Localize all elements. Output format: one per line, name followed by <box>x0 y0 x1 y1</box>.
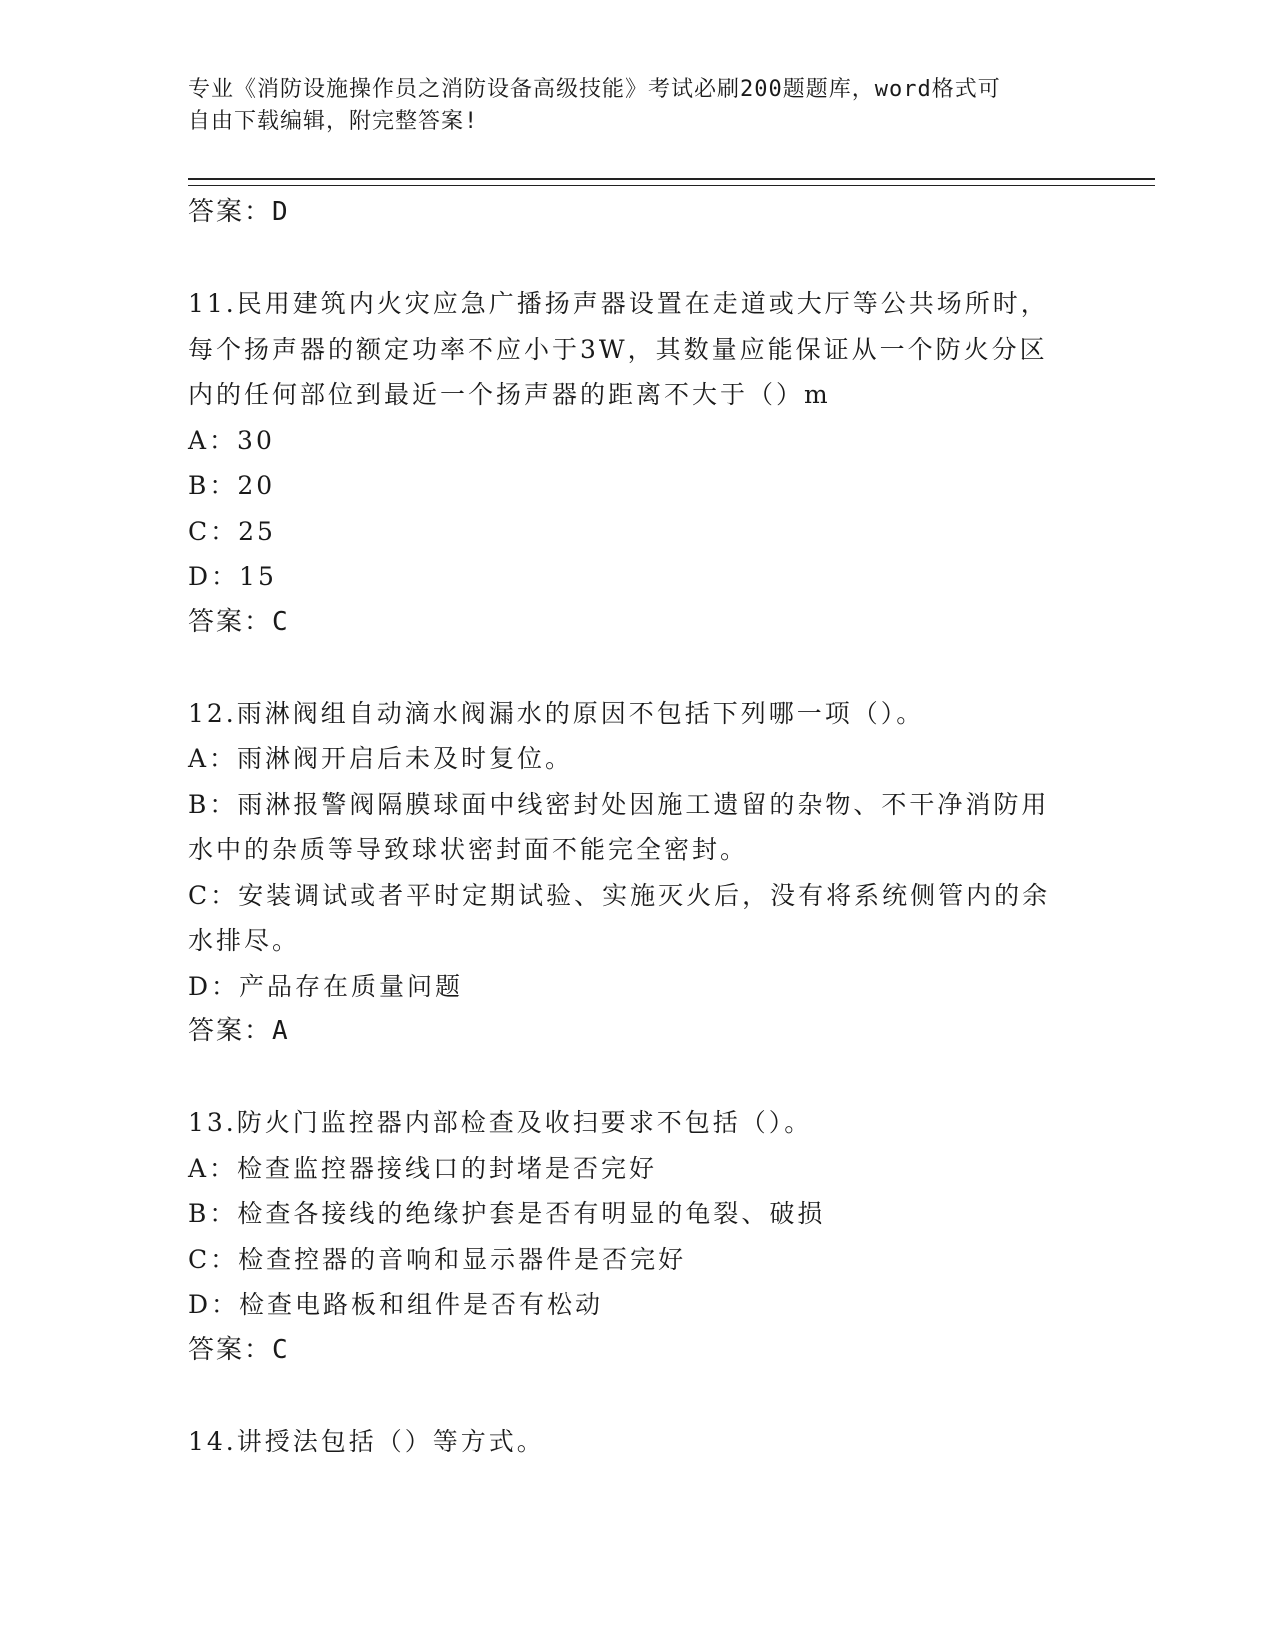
question-spacer <box>188 1373 1088 1419</box>
option-line: C：检查控器的音响和显示器件是否完好 <box>188 1244 687 1274</box>
option-line: B：检查各接线的绝缘护套是否有明显的龟裂、破损 <box>188 1199 826 1228</box>
option-line: A：检查监控器接线口的封堵是否完好 <box>188 1153 658 1183</box>
answer-prefix: 答案： <box>188 606 273 637</box>
answer-option <box>188 554 1088 600</box>
answer-option <box>188 463 1088 509</box>
option-line: B：20 <box>188 471 276 500</box>
question-stem-line: 13.防火门监控器内部检查及收扫要求不包括（）。 <box>188 1108 813 1137</box>
question-block <box>188 691 1088 1055</box>
previous-answer <box>188 190 1088 236</box>
answer-value: C <box>272 1334 290 1365</box>
answer-option <box>188 1146 1088 1192</box>
option-line: A：雨淋阀开启后未及时复位。 <box>188 744 574 773</box>
question-block <box>188 1419 1088 1465</box>
header-line-2: 自由下载编辑，附完整答案! <box>188 109 479 134</box>
question-answer <box>188 600 1088 646</box>
question-list <box>188 190 1088 1464</box>
answer-prefix: 答案： <box>188 1016 273 1046</box>
question-answer <box>188 1009 1088 1055</box>
question-stem-line: 14.讲授法包括（）等方式。 <box>188 1426 545 1456</box>
question-spacer <box>188 1055 1088 1101</box>
option-line: 水排尽。 <box>188 926 301 955</box>
option-line: 水中的杂质等导致球状密封面不能完全密封。 <box>188 835 749 864</box>
question-stem-line: 11.民用建筑内火灾应急广播扬声器设置在走道或大厅等公共场所时， <box>188 289 1049 318</box>
option-line: C：安装调试或者平时定期试验、实施灭火后，没有将系统侧管内的余 <box>188 880 1051 910</box>
answer-option <box>188 1191 1088 1237</box>
question-spacer <box>188 645 1088 691</box>
answer-option <box>188 1282 1088 1328</box>
answer-option <box>188 418 1088 464</box>
answer-prefix: 答案： <box>188 1334 273 1365</box>
answer-option <box>188 736 1088 782</box>
answer-option <box>188 509 1088 555</box>
questions-container <box>188 236 1088 1465</box>
question-block <box>188 281 1088 645</box>
option-line: C：25 <box>188 516 276 546</box>
question-answer <box>188 1328 1088 1374</box>
option-line: D：产品存在质量问题 <box>188 971 464 1001</box>
option-line: D：检查电路板和组件是否有松动 <box>188 1290 604 1319</box>
question-block <box>188 1100 1088 1373</box>
question-stem-line: 内的任何部位到最近一个扬声器的距离不大于（）m <box>188 380 831 409</box>
answer-prefix: 答案： <box>188 197 273 227</box>
answer-value: D <box>272 197 290 227</box>
answer-option <box>188 1237 1088 1283</box>
answer-option <box>188 873 1088 964</box>
answer-value: A <box>272 1016 290 1046</box>
answer-option <box>188 782 1088 873</box>
answer-value: C <box>272 606 290 637</box>
header-divider <box>188 178 1155 186</box>
header-line-1: 专业《消防设施操作员之消防设备高级技能》考试必刷200题题库，word格式可 <box>188 77 1001 102</box>
document-header <box>188 74 1068 138</box>
option-line: B：雨淋报警阀隔膜球面中线密封处因施工遗留的杂物、不干净消防用 <box>188 789 1050 819</box>
answer-option <box>188 964 1088 1010</box>
option-line: A：30 <box>188 425 275 455</box>
question-stem-line: 12.雨淋阀组自动滴水阀漏水的原因不包括下列哪一项（）。 <box>188 698 925 728</box>
question-stem-line: 每个扬声器的额定功率不应小于3W，其数量应能保证从一个防火分区 <box>188 334 1048 364</box>
question-spacer <box>188 236 1088 282</box>
option-line: D：15 <box>188 562 277 591</box>
